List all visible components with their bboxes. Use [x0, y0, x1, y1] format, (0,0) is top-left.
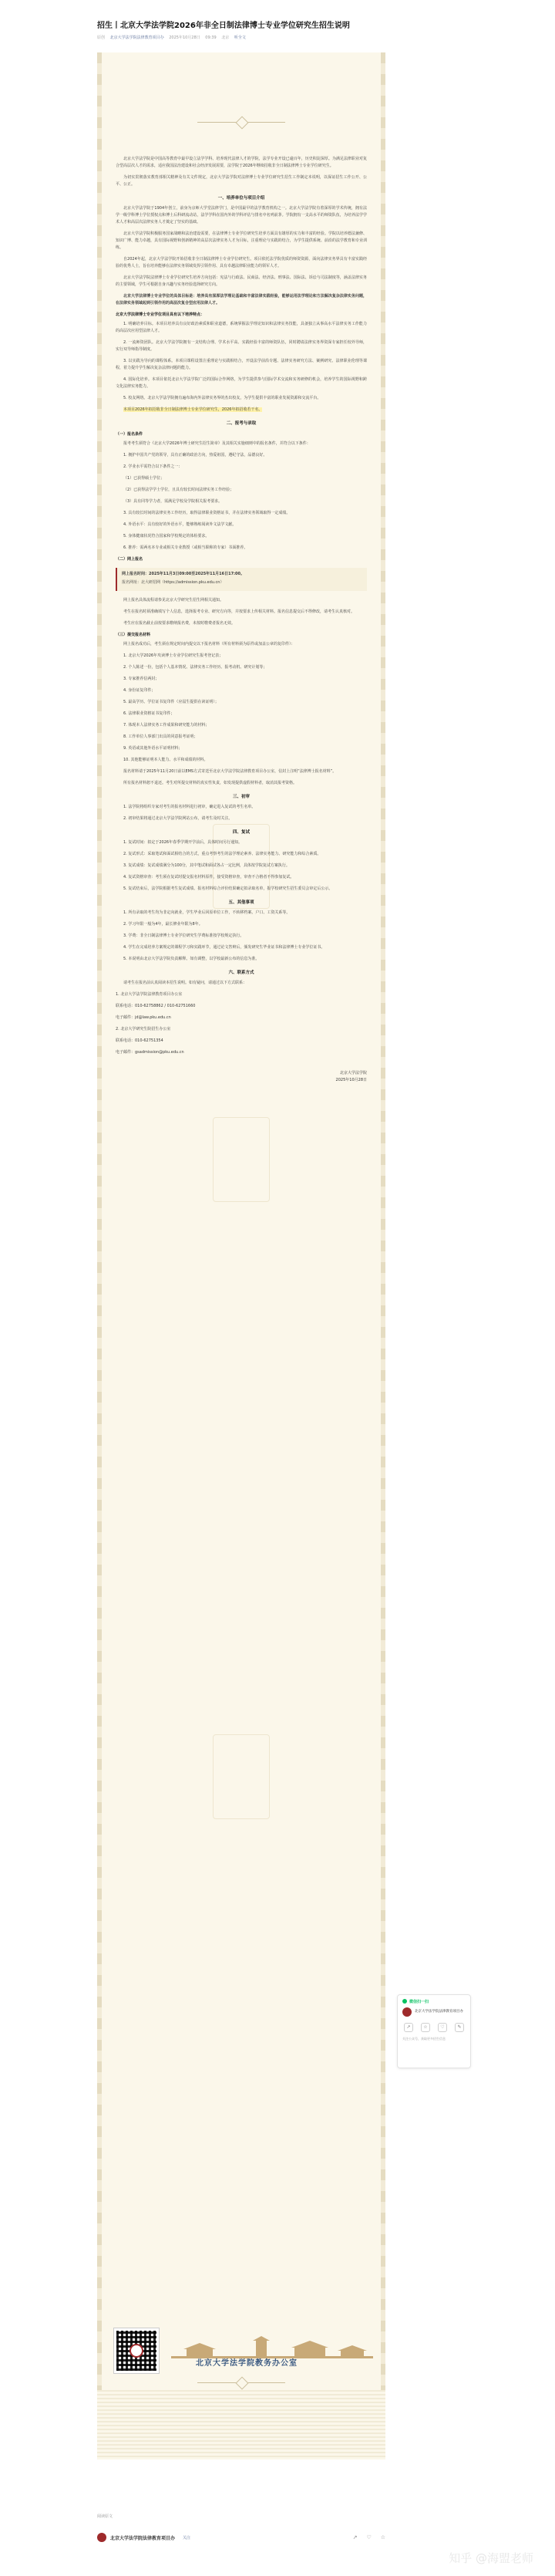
paragraph: 报考考生须符合《北京大学2026年博士研究生招生简章》及其相关实施细则中的报名条件，并符合以下条件：	[123, 441, 311, 446]
follow-button[interactable]: 关注	[183, 2535, 191, 2541]
material-item: 5. 最高学历、学位证书复印件（应届生提供在读证明）；	[123, 700, 219, 704]
paragraph: 所有报名材料恕不退还。考生对所提交材料的真实性负责，如发现提供虚假材料者，取消其报考资格。	[123, 781, 298, 785]
qr-logo-icon	[130, 2344, 143, 2358]
avatar	[402, 2007, 412, 2017]
paragraph: 1. 所有录取的考生均为非定向就业，学生毕业后回原单位工作，不转移档案、户口、工资关系等。	[123, 910, 291, 915]
paragraph: 2. 初审结果将通过北京大学法学院网站公布，请考生及时关注。	[123, 816, 233, 821]
feature-item: 3. 以实践为导向的课程体系。本项目课程设置注重理论与实践相结合，开设法学前沿专题、法律实务研究方法、案例研究、法律职业伦理等课程，着力提升学生解决复杂法律问题的能力。	[116, 359, 367, 370]
subheading: （二）网上报名	[116, 557, 143, 562]
read-original-link[interactable]: 阅读原文	[97, 2514, 113, 2519]
share-icon[interactable]: ↗	[404, 2023, 413, 2032]
feature-item: 2. 一流师资团队。北京大学法学院拥有一支结构合理、学术水平高、实践经验丰富的师资队伍，同时聘请法律实务界资深专家担任校外导师，实行双导师指导制度。	[116, 340, 367, 352]
material-item: 3. 专家推荐信两封；	[123, 677, 160, 681]
section-heading: 五、其他事项	[228, 900, 254, 905]
action-icons	[353, 2534, 385, 2541]
popup-title	[398, 1995, 470, 2006]
paragraph: 5. 本说明由北京大学法学院负责解释。如有调整，以学校最新公布的信息为准。	[123, 957, 260, 961]
publish-time: 09:39	[205, 35, 217, 40]
popup-actions	[398, 2018, 470, 2032]
popup-account-name: 北京大学法学院法律教育项目办	[415, 2010, 463, 2014]
publish-date: 2025年10月28日	[169, 35, 200, 40]
paper-border-left	[97, 52, 102, 2460]
condition-item: （1）已获得硕士学位；	[123, 476, 165, 481]
like-icon[interactable]: ♡	[438, 2023, 447, 2032]
paragraph: 考生应在报名截止前按要求缴纳报名费，未按时缴费者报名无效。	[123, 621, 236, 626]
comment-icon[interactable]: ✎	[455, 2023, 464, 2032]
paragraph: 自2024年起，北京大学法学院开始招收非全日制法律博士专业学位研究生。项目依托法学院优质的师资资源，面向法律实务界具有丰富实践经验的优秀人士，旨在培养能够在法律实务领域发挥引领作用、具有卓越法律职业能力的领军人才。	[116, 257, 367, 268]
paragraph: 北京大学法学院法律博士专业学位研究生培养方向包括：宪法与行政法、民商法、经济法、刑事法、国际法、诉讼与司法制度等，涵盖法律实务的主要领域，学生可根据自身兴趣与实务经验选择研究方向。	[116, 275, 367, 287]
account-name[interactable]: 北京大学法学院法律教育项目办	[110, 2535, 176, 2541]
paragraph: 3. 复试成绩：复试成绩满分为100分，其中笔试和面试各占一定比例，具体按学院复试方案执行。	[123, 863, 290, 868]
star-icon[interactable]: ☆	[421, 2023, 430, 2032]
star-icon[interactable]: ☆	[380, 2534, 385, 2541]
paragraph: 考生在报名时须准确填写个人信息，选择报考专业、研究方向等，并按要求上传相关材料。报名信息提交后不得修改，请考生认真核对。	[123, 609, 355, 614]
schedule-line: 网上报名时间：2025年11月3日09:00至2025年11月16日17:00。	[122, 572, 245, 576]
material-item: 9. 英语或其他外语水平证明材料；	[123, 746, 183, 751]
popup-title-text: 微信扫一扫	[409, 2000, 429, 2004]
subheading: （一）报名条件	[116, 432, 143, 437]
popup-account[interactable]	[398, 2006, 470, 2018]
paragraph: 3. 学费：非全日制法律博士专业学位研究生学费标准按学校规定执行。	[123, 934, 244, 938]
popup-footer: 关注公众号，获取更多招生信息	[402, 2037, 446, 2041]
location: 北京	[221, 35, 230, 40]
condition-item: 2. 学业水平需符合以下条件之一：	[123, 464, 183, 469]
paper-bottom-band	[97, 2390, 385, 2460]
section-heading: 四、复试	[232, 830, 250, 835]
contact-line: 1. 北京大学法学院法律教育项目办公室	[116, 992, 183, 997]
subheading: （三）提交报名材料	[116, 633, 151, 637]
paragraph: 2. 复试形式：采取笔试和面试相结合的方式，重点考察考生的法学理论素养、法律实务能力、研究能力和综合素质。	[123, 852, 321, 856]
original-badge: 原创	[97, 35, 106, 40]
signature-date: 2025年10月28日	[335, 1078, 367, 1082]
paragraph: 报名材料请于2025年11月20日前以EMS方式寄送至北京大学法学院法律教育项目办公室，信封上注明“法律博士报名材料”。	[123, 769, 337, 774]
like-icon[interactable]: ♡	[366, 2534, 372, 2541]
article-content	[116, 156, 367, 1084]
bold-paragraph: 北京大学法律博士专业学位的具体目标是：培养具有深厚法学理论基础和丰富法律实践经验，能够运用法学理论和方法解决复杂法律实务问题，在法律实务领域起到引领作用的高层次复合型应用法律人才。	[116, 294, 367, 306]
wechat-icon	[402, 1999, 407, 2004]
paragraph: 请考生在报名前认真阅读本招生说明。如有疑问，请通过以下方式联系：	[123, 981, 247, 985]
paragraph: 4. 学生在完成培养方案规定的课程学习和实践环节，通过论文答辩后，颁发研究生毕业证书和法律博士专业学位证书。	[123, 945, 325, 950]
bottom-bar	[97, 2514, 385, 2542]
section-heading: 三、初审	[232, 795, 250, 799]
footer-banner-label: 北京大学法学院教务办公室	[196, 2359, 298, 2368]
contact-email[interactable]: 电子邮件：gsadmission@pku.edu.cn	[116, 1050, 184, 1055]
material-item: 2. 个人陈述一份，包括个人基本情况、法律实务工作经历、报考动机、研究计划等；	[123, 665, 267, 670]
zhihu-watermark: 知乎 @海盟老师	[449, 2551, 533, 2565]
feature-item: 1. 明确培养目标。本项目培养具有良好政治素质和职业道德，系统掌握法学理论知识和法律实务技能，具备独立从事高水平法律实务工作能力的高层次应用型法律人才。	[116, 322, 367, 333]
article-meta	[97, 35, 382, 41]
registration-schedule	[116, 568, 367, 591]
enrollment-plan	[116, 407, 367, 414]
account-row	[97, 2533, 385, 2542]
signature-org: 北京大学法学院	[339, 1071, 367, 1075]
paragraph: 2. 学习年限一般为4年，最长修业年限为8年。	[123, 922, 203, 927]
footer-banner	[97, 2328, 385, 2382]
enrollment-plan-text: 本项目2026年拟招收非全日制法律博士专业学位研究生，2026年拟招收若干名。	[123, 407, 263, 412]
feature-item: 5. 校友网络。北京大学法学院拥有遍布海内外法律实务界的杰出校友，为学生提供丰富的职业发展资源和交流平台。	[123, 396, 321, 400]
article-body	[97, 52, 385, 2460]
intro-paragraph: 为切实贯彻落实教育部相关精神及有关文件规定，北京大学法学院对法律博士专业学位研究生招生工作制定本说明，以保证招生工作公开、公平、公正。	[116, 175, 367, 187]
paragraph: 北京大学法学院积极服务国家战略和法治建设需要，在法律博士专业学位研究生培养方面具有雄厚的实力和丰富的经验。学院以培养德法兼修、知识广博、能力卓越，具有国际视野和创新精神的高层次法律实务人才为目标，注重理论与实践的结合，为学生提供系统、前沿的法学教育和专业训练。	[116, 231, 367, 250]
share-icon[interactable]: ↗	[352, 2534, 358, 2541]
contact-line: 联系电话：010-62758862 / 010-62751660	[116, 1004, 196, 1008]
subheading: 北京大学法律博士专业学位项目具有以下培养特点：	[116, 312, 205, 317]
article-header	[97, 20, 382, 41]
article-title: 招生丨北京大学法学院2026年非全日制法律博士专业学位研究生招生说明	[97, 22, 350, 30]
avatar[interactable]	[97, 2533, 106, 2542]
material-item: 6. 法律职业资格证书复印件；	[123, 711, 175, 716]
paragraph: 网上报名具体流程请参见北京大学研究生招生网相关通知。	[123, 598, 224, 603]
condition-item: 6. 推荐：需两名本专业或相关专业教授（或相当职称的专家）书面推荐。	[123, 545, 248, 550]
paragraph: 北京大学法学院于1904年创立，前身为京师大学堂法律学门，是中国最早的法学教育机构之一。北京大学法学院有着深厚的学术传统，拥有法学一级学科博士学位授权点和博士后科研流动站，法学学科在国内外的学科评估与排名中名列前茅。学院拥有一支高水平的师资队伍，为培养法学学术人才和高层次法律实务人才奠定了坚实的基础。	[116, 206, 367, 225]
condition-item: （2）已获得法学学士学位，且具有较长时间法律实务工作经验；	[123, 488, 234, 492]
condition-item: 1. 拥护中国共产党的领导，具有正确的政治方向，热爱祖国，遵纪守法，品德良好。	[123, 453, 267, 457]
condition-item: （3）具有同等学力者，需满足学校及学院相关报考要求。	[123, 499, 223, 504]
paragraph: 4. 复试资格审查：考生须在复试时提交报名材料原件，接受资格审查，审查不合格者不得参加复试。	[123, 875, 294, 879]
material-item: 4. 身份证复印件；	[123, 688, 156, 693]
ornament-top	[197, 122, 285, 133]
condition-item: 4. 外语水平：具有较好的外语水平，能够熟练阅读外文法学文献。	[123, 522, 237, 527]
contact-line: 2. 北京大学研究生院招生办公室	[116, 1027, 171, 1031]
intro-paragraph: 北京大学法学院是中国高等教育中最早设立法学学科、培养现代法律人才的学院，法学专业开设已逾百年，历史积淀深厚。为满足法律职业对复合型高层次人才的需求，适应我国法治建设和社会经济发展需要，法学院于2026年继续招收非全日制法律博士专业学位研究生。	[116, 157, 367, 168]
paragraph: 1. 复试时间：拟定于2026年春季学期开学前后，具体时间另行通知。	[123, 840, 243, 845]
section-heading: 六、联系方式	[228, 971, 254, 975]
schedule-link[interactable]: 报名网址：北大研招网（https://admission.pku.edu.cn）	[122, 580, 224, 585]
section-heading: 二、报考与录取	[226, 421, 257, 426]
feature-item: 4. 国际化培养。本项目依托北京大学法学院广泛的国际合作网络，为学生提供参与国际学术交流和实务研修的机会，培养学生的国际视野和跨文化法律实务能力。	[116, 377, 367, 389]
section-heading: 一、培养单位与项目介绍	[217, 196, 265, 201]
account-link[interactable]: 北京大学法学院法律教育项目办	[109, 35, 164, 40]
contact-email[interactable]: 电子邮件：jd@law.pku.edu.cn	[116, 1015, 171, 1020]
condition-item: 3. 具有较长时间的法律实务工作经历，取得法律职业资格证书，并在法律实务领域取得一定成绩。	[123, 511, 291, 515]
material-item: 10. 其他能够证明本人能力、水平和成绩的材料。	[123, 758, 208, 762]
listen-button[interactable]: 听全文	[234, 35, 246, 40]
contact-line: 联系电话：010-62751354	[116, 1038, 163, 1043]
background-watermark	[213, 1117, 270, 1202]
material-item: 7. 体现本人法律实务工作成果和研究能力的材料；	[123, 723, 210, 728]
paragraph: 1. 法学院将组织专家对考生的报名材料进行初审，确定进入复试的考生名单。	[123, 805, 256, 809]
paragraph: 网上报名成功后，考生须在规定时间内提交以下报名材料（所有材料须为原件或加盖公章的复印件）：	[123, 642, 295, 647]
background-watermark	[213, 1734, 270, 1819]
material-item: 8. 工作单位人事部门出具的同意报考证明；	[123, 734, 198, 739]
material-item: 1. 北京大学2026年攻读博士专业学位研究生报考登记表；	[123, 653, 224, 658]
paper-border-right	[381, 52, 385, 2460]
follow-qr-popup[interactable]	[397, 1994, 471, 2068]
condition-item: 5. 身体健康状况符合国家和学校规定的体检要求。	[123, 534, 210, 538]
paragraph: 5. 复试结束后，法学院根据考生复试成绩、报名材料综合评价结果确定拟录取名单，报学校研究生招生委员会审定后公示。	[123, 886, 333, 891]
